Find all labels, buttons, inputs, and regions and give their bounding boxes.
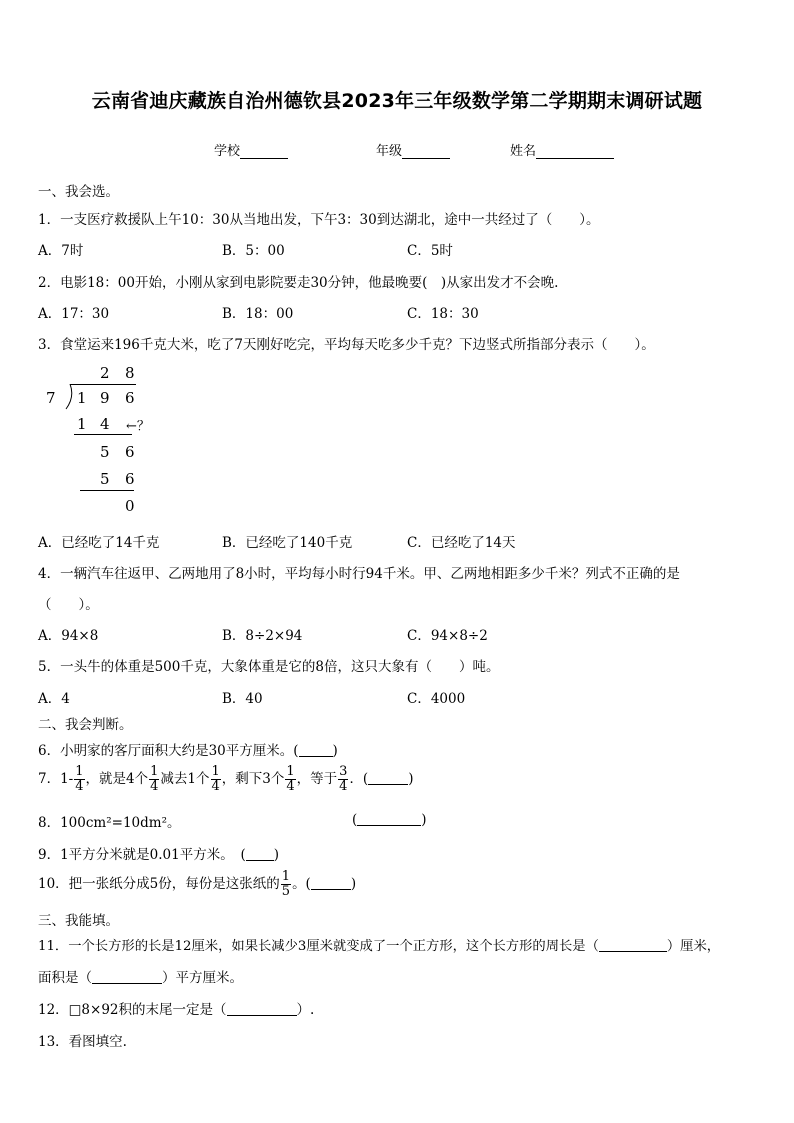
q7-text-6: ．(	[349, 771, 369, 787]
quotient-digit-2: 8	[125, 364, 135, 382]
remainder-1-digit-2: 6	[125, 443, 135, 461]
q7-fraction-5	[338, 765, 348, 794]
q7-fraction-3-denominator: 4	[211, 779, 220, 794]
q1-option-c[interactable]: C．5时	[407, 243, 453, 259]
q11-area-blank[interactable]	[92, 969, 162, 984]
q7-fraction-2-numerator: 1	[150, 764, 159, 779]
q5-option-b[interactable]: B．40	[222, 691, 263, 707]
name-blank[interactable]	[536, 145, 614, 159]
q6-close-paren: )	[332, 743, 338, 759]
question-11-text: 11．一个长方形的长是12厘米，如果长减少3厘米就变成了一个正方形，这个长方形的周长是（	[38, 939, 599, 954]
page-title: 云南省迪庆藏族自治州德钦县2023年三年级数学第二学期期末调研试题	[91, 90, 703, 112]
name-field[interactable]	[510, 140, 614, 159]
subtract-line-2	[80, 490, 134, 491]
grade-blank[interactable]	[402, 145, 450, 159]
division-bracket	[64, 384, 76, 410]
q4-option-b[interactable]: B．8÷2×94	[222, 628, 303, 644]
question-8-answer[interactable]	[352, 811, 427, 828]
grade-field[interactable]	[376, 140, 450, 159]
dividend-digit-1: 1	[77, 389, 87, 407]
pointer-arrow: ←？	[126, 419, 150, 434]
subtract-1-digit-1: 1	[77, 415, 87, 433]
q9-close-paren: )	[273, 847, 280, 863]
subtract-1-digit-2: 4	[100, 415, 110, 433]
q7-fraction-2	[149, 765, 159, 794]
question-1: 1．一支医疗救援队上午10：30从当地出发，下午3：30到达湖北，途中一共经过了（ ）。	[38, 212, 600, 228]
name-label: 姓名	[510, 144, 537, 159]
question-9	[38, 843, 279, 863]
q3-option-c[interactable]: C．已经吃了14天	[407, 535, 516, 551]
question-3: 3．食堂运来196千克大米，吃了7天刚好吃完，平均每天吃多少千克？下边竖式所指部分表示（ ）。	[38, 337, 655, 353]
q12-text-after: ）.	[296, 1002, 315, 1018]
q3-option-b[interactable]: B．已经吃了140千克	[222, 535, 353, 551]
question-13: 13．看图填空.	[38, 1034, 127, 1050]
q10-text-1: 10．把一张纸分成5份，每份是这张纸的	[38, 876, 280, 892]
grade-label: 年级	[376, 144, 403, 159]
question-10	[38, 870, 356, 899]
quotient-digit-1: 2	[100, 364, 110, 382]
question-12	[38, 998, 314, 1018]
subtract-2-digit-1: 5	[100, 470, 110, 488]
q5-option-a[interactable]: A．4	[38, 691, 70, 707]
q4-option-c[interactable]: C．94×8÷2	[407, 628, 488, 644]
q7-text-4: ，剩下3个	[221, 771, 285, 787]
q7-text-2: ，就是4个	[85, 771, 149, 787]
q9-answer-blank[interactable]	[246, 846, 274, 861]
question-9-text: 9．1平方分米就是0.01平方米。 (	[38, 847, 246, 863]
question-8-text: 8．100cm²=10dm²。	[38, 815, 181, 831]
remainder-1-digit-1: 5	[100, 443, 110, 461]
q7-fraction-3-numerator: 1	[211, 764, 220, 779]
q1-option-a[interactable]: A．7时	[38, 243, 84, 259]
q10-text-2: 。(	[292, 876, 311, 892]
q7-fraction-2-denominator: 4	[150, 779, 159, 794]
q7-fraction-1-denominator: 4	[75, 779, 84, 794]
q3-option-a[interactable]: A．已经吃了14千克	[38, 535, 160, 551]
question-6	[38, 739, 338, 759]
q2-option-b[interactable]: B．18：00	[222, 306, 294, 322]
dividend-digit-3: 6	[125, 389, 135, 407]
q7-fraction-5-numerator: 3	[339, 764, 348, 779]
divisor: 7	[46, 389, 56, 407]
q10-fraction-denominator: 5	[281, 884, 291, 899]
q10-fraction-numerator: 1	[281, 869, 291, 884]
school-blank[interactable]	[240, 145, 288, 159]
q12-answer-blank[interactable]	[227, 1001, 297, 1016]
q7-fraction-4-denominator: 4	[286, 779, 295, 794]
q8-answer-blank[interactable]	[357, 811, 421, 826]
q8-open-paren: (	[352, 812, 358, 828]
question-4: 4．一辆汽车往返甲、乙两地用了8小时，平均每小时行94千米。甲、乙两地相距多少千米？列式不正确的是	[38, 566, 680, 582]
q7-fraction-4	[285, 765, 295, 794]
q10-answer-blank[interactable]	[311, 875, 351, 890]
dividend-digit-2: 9	[100, 389, 110, 407]
question-11-line-2	[38, 966, 243, 986]
section-heading-1: 一、我会选。	[38, 184, 119, 200]
q11-perimeter-blank[interactable]	[599, 937, 667, 952]
final-remainder: 0	[125, 497, 135, 515]
question-2: 2．电影18：00开始，小刚从家到电影院要走30分钟，他最晚要( )从家出发才不会晚.	[38, 275, 559, 291]
q7-fraction-4-numerator: 1	[286, 764, 295, 779]
q11-text-after: ）厘米，	[666, 939, 721, 954]
division-bar	[70, 384, 136, 385]
q10-close-paren: )	[350, 876, 357, 892]
q10-fraction	[281, 870, 291, 899]
question-6-text: 6．小明家的客厅面积大约是30平方厘米。(	[38, 743, 299, 759]
q7-fraction-3	[211, 765, 221, 794]
question-12-text: 12．□8×92积的末尾一定是（	[38, 1002, 227, 1018]
question-7	[38, 765, 414, 794]
q7-text-1: 7．1-	[38, 771, 74, 787]
q1-option-b[interactable]: B．5：00	[222, 243, 285, 259]
q7-fraction-1	[74, 765, 84, 794]
q5-option-c[interactable]: C．4000	[407, 691, 466, 707]
question-11-text-2: 面积是（	[38, 970, 92, 986]
section-heading-2: 二、我会判断。	[38, 717, 133, 733]
subtract-line-1	[74, 434, 132, 435]
q6-answer-blank[interactable]	[299, 742, 333, 757]
question-11-line-1	[38, 935, 720, 954]
q2-option-a[interactable]: A．17：30	[38, 306, 110, 322]
q7-text-5: ，等于	[296, 771, 338, 787]
q4-option-a[interactable]: A．94×8	[38, 628, 99, 644]
question-4-answer-paren[interactable]: （ ）。	[38, 597, 99, 613]
q7-fraction-1-numerator: 1	[75, 764, 84, 779]
q11-text-after-2: ）平方厘米。	[162, 970, 243, 986]
q7-answer-blank[interactable]	[368, 770, 408, 785]
school-label: 学校	[214, 144, 241, 159]
q7-text-3: 减去1个	[160, 771, 210, 787]
subtract-2-digit-2: 6	[125, 470, 135, 488]
q2-option-c[interactable]: C．18：30	[407, 306, 479, 322]
q7-fraction-5-denominator: 4	[339, 779, 348, 794]
school-field[interactable]	[214, 140, 288, 159]
question-5: 5．一头牛的体重是500千克，大象体重是它的8倍，这只大象有（ ）吨。	[38, 659, 500, 675]
q7-close-paren: )	[408, 771, 414, 787]
q8-close-paren: )	[421, 812, 427, 828]
section-heading-3: 三、我能填。	[38, 913, 119, 929]
